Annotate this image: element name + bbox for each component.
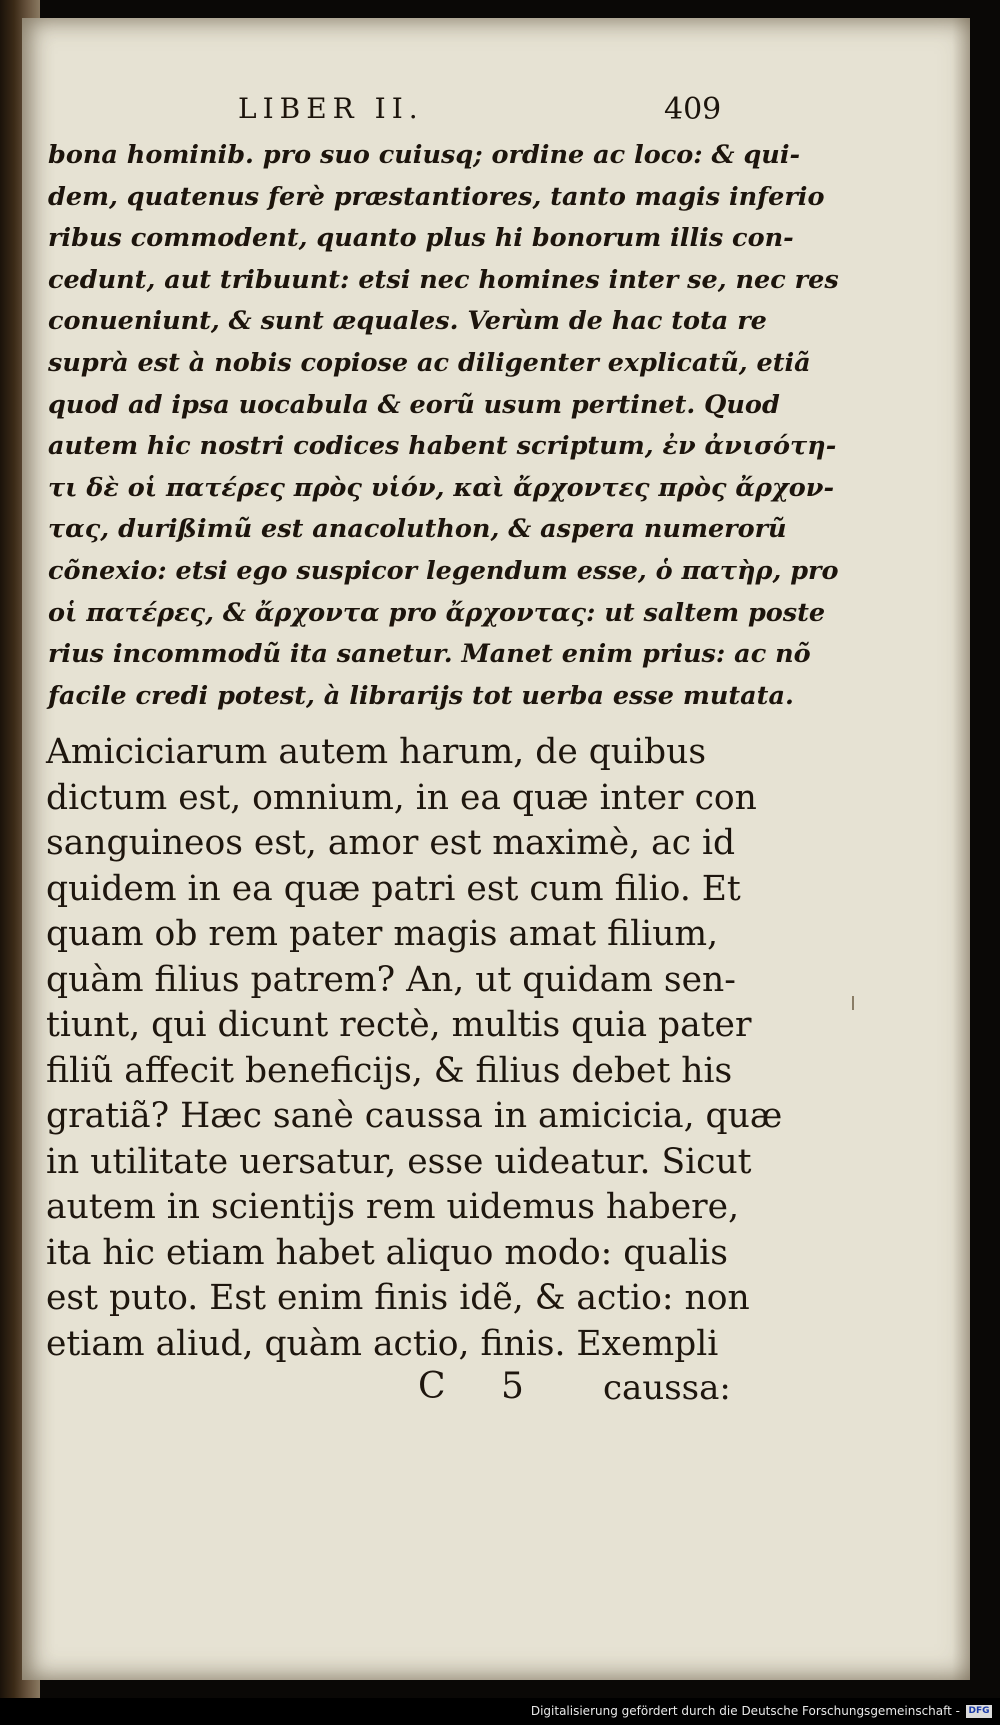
main-text: Amiciciarum autem harum, de quibus dictum est, omnium, in ea quæ inter con sanguineos est, amor est maximè, ac id quidem in ea quæ patri est cum filio. Et quam ob rem pater magis amat filium, quàm filius patrem? An, ut quidam sen- tiunt, qui dicunt rectè, multis quia pater filiũ affecit beneficijs, & filius debet his gratiã? Hæc sanè caussa in amicicia, quæ in utilitate uersatur, esse uideatur. Sicut autem in scientijs rem uidemus habere, ita hic etiam habet aliquo modo: qualis est puto. Est enim finis idẽ, & actio: non etiam aliud, quàm actio, finis. Exempli xyxy=(46,732,783,1364)
page-number: 409 xyxy=(664,92,722,127)
catchword: caussa: xyxy=(603,1368,731,1408)
signature-mark: C 5 xyxy=(418,1366,546,1407)
funding-credit: Digitalisierung gefördert durch die Deutsche Forschungsgemeinschaft - xyxy=(530,1704,960,1718)
page-edge xyxy=(952,18,970,1680)
stray-ink-mark xyxy=(852,996,854,1010)
dfg-logo: DFG xyxy=(966,1705,992,1718)
commentary-text: bona hominib. pro suo cuiusq; ordine ac loco: & dem, quatenus ferè præstantiores, tanto magis ribus commodent, quanto plus hi bonorum illis cedunt, aut tribuunt: etsi nec homines inter se, conueniunt, & sunt æquales. Verùm de hac tota suprà est à nobis copiose ac diligenter explicatũ, quod ad ipsa uocabula & eorũ usum pertinet. autem hic nostri codices habent scriptum, ἐν τι δὲ οἱ πατέρες πρὸς υἱόν, καὶ ἄρχοντες πρὸς τας, durißimũ est anacoluthon, & aspera numerorũ cõnexio: etsi ego suspicor legendum esse, ὁ οἱ πατέρες, & ἄρχοντα pro ἄρχοντας: ut saltem rius incommodũ ita sanetur. Manet enim prius: facile credi potest, à librarijs tot uerba esse xyxy=(48,140,787,711)
running-head: LIBER II. xyxy=(238,92,424,125)
